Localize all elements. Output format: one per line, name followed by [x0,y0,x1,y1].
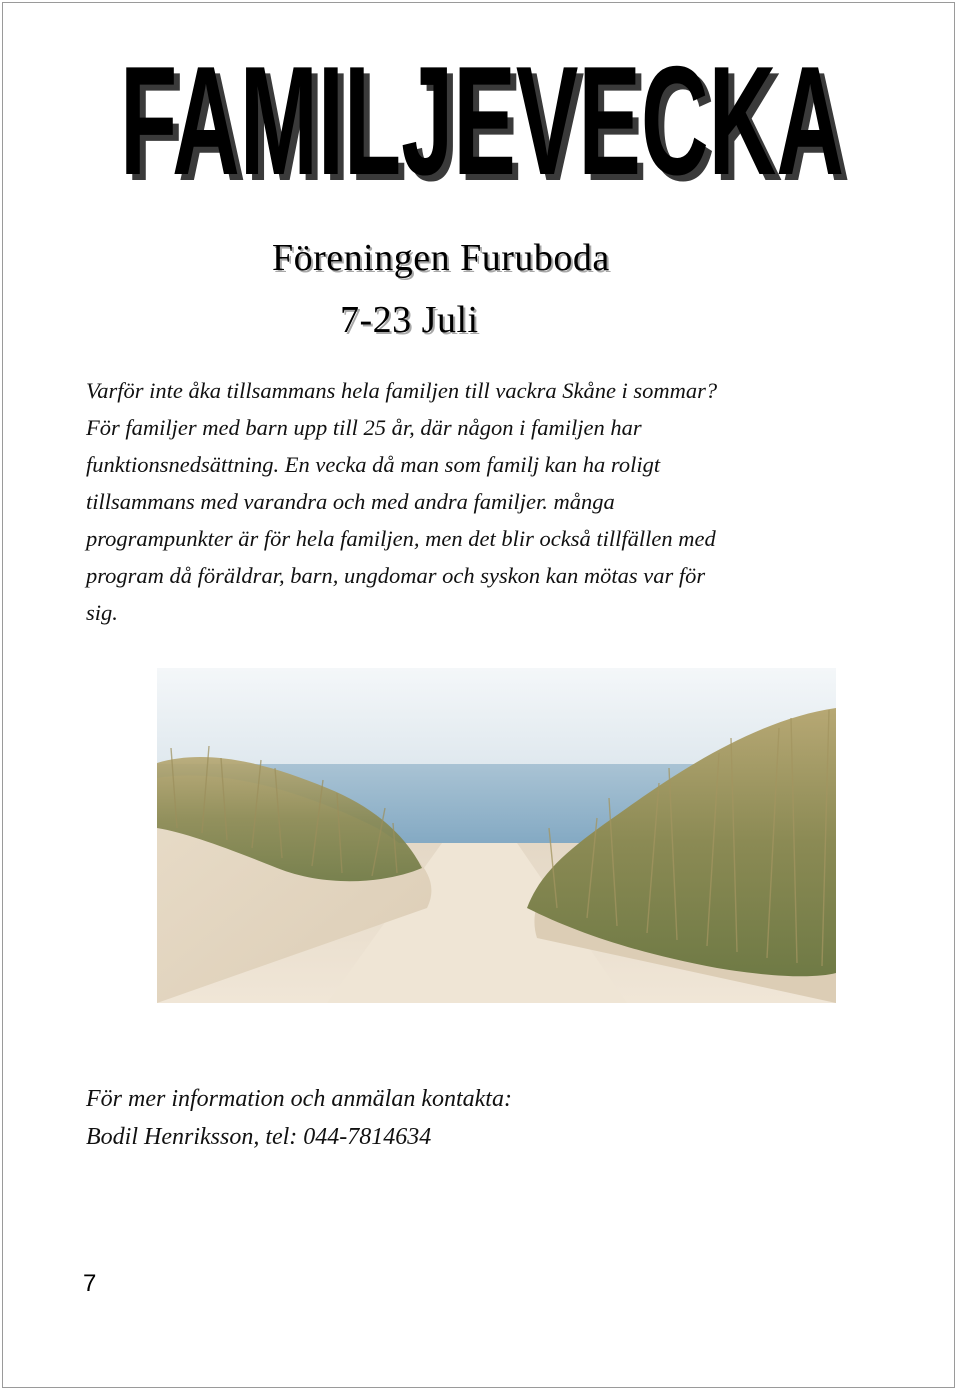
beach-photo [157,668,836,1003]
intro-line: sig. [86,600,118,625]
intro-line: program då föräldrar, barn, ungdomar och syskon kan mötas var för [86,563,706,588]
intro-line: funktionsnedsättning. En vecka då man som familj kan ha roligt [86,452,661,477]
intro-line: För familjer med barn upp till 25 år, där någon i familjen har [86,415,642,440]
title-shadow: FAMILJEVECKA [126,40,850,204]
intro-line: Varför inte åka tillsammans hela familjen till vackra Skåne i sommar? [86,378,718,403]
page-title: FAMILJEVECKA [120,34,844,204]
contact-info [86,1080,512,1156]
intro-line: programpunkter är för hela familjen, men det blir också tillfällen med [86,526,716,551]
event-dates: 7-23 Juli [340,299,479,341]
contact-person: Bodil Henriksson, tel: 044-7814634 [86,1124,432,1150]
intro-line: tillsammans med varandra och med andra familjer. många [86,489,615,514]
title-wordart [0,34,960,204]
beach-path-image [157,668,836,1003]
contact-heading: För mer information och anmälan kontakta: [86,1086,512,1112]
intro-paragraph [86,372,876,631]
title-block [0,34,960,204]
organization-name: Föreningen Furuboda [272,237,610,279]
page-number: 7 [83,1270,97,1297]
